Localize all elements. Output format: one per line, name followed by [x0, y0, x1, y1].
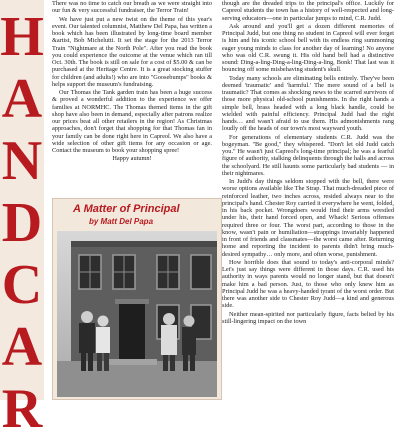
article-paragraph: Our Thomas the Tank garden train has been a huge success & proved a wonderful addition to the experience we offer families at NORMHC. The Thomas themed items in the gift shop have also been in demand, especially after patrons realize our prices beat all other retailers in the region! As Christmas approaches, don't forget that shopping for that Thomas fan in your family can be done right here in Capreol. We also have a wide selection of other gift items for any occasion or age. Contact the museum to book your shopping spree! [52, 89, 212, 154]
title-letter: A [1, 68, 43, 130]
article-paragraph: How horrible does that sound to today's anti-corporal minds? Let's just say things were different in those days. C.R. used his authority in ways parents would no longer stand, but that doesn't make him a bad person. Just, to those who only knew him as Principal Judd he was a heavy-handed tyrant of the worst order. But there was another side to Chester Roy Judd—a kind and generous side. [222, 258, 394, 310]
article-paragraph: Today many schools are eliminating bells entirely. They've been deemed 'traumatic' and 'harmful.' The mere sound of a bell is traumatic? That comes as shocking news to the scarred survivors of those more physical old-school punishments. In the right hands a simple bell, brass headed with a long black handle, could be wielded with painful efficiency. Principal Judd had the right hands… and wasn't afraid to use them. His admonishments rang loudly off the heads of our town's most wayward youth. [222, 74, 394, 133]
title-letter: D [1, 192, 43, 254]
title-letter: N [1, 130, 43, 192]
feature-byline: by Matt Del Papa [89, 217, 154, 226]
left-column [52, 0, 212, 164]
title-letter: H [0, 6, 44, 68]
article-paragraph: There was no time to catch our breath as we were straight into our fun & very successful fundraiser, the Terror Train! [52, 0, 212, 15]
title-letter: A [1, 316, 43, 378]
article-paragraph: We have just put a new twist on the theme of this year's event. Our talented columnist, Matthew Del Papa, has written a book which has been illustrated by long-time board member &artist, Bob Michelutti. It set the stage for the 2013 Terror Train "Nightmare at the North Pole". After you read the book you could experience the outcome at the venue which ran till Oct. 30th. The book is still on sale for a cost of $5.00 & can be purchased at the Heritage Centre. It is a great stocking stuffer for children (and adults!) who are into "Goosebumps" books & helps support the museum's fundraising. [52, 15, 212, 88]
article-paragraph: In Judd's day things seldom stopped with the bell, there were worse options available like The Strap. That much-dreaded piece of reinforced leather, two inches across, resided always near to the principal's hand. Chester Roy carried it everywhere he went, folded, in his back pocket. Wrongdoers would find their arms wrestled under his, their hand forced open, and Whack! Serious offenses required three or four. The worst part, according to those in the know, wasn't pain or humiliation—strappings invariably happened in front of friends and classmates—the worst came after. Returning home and reporting the incident to parents didn't bring much-desired sympathy… only more, and often worse, punishment. [222, 178, 394, 258]
feature-box [52, 198, 222, 400]
feature-title: A Matter of Principal [73, 203, 180, 215]
sidebar [0, 0, 44, 440]
right-column [222, 0, 394, 326]
vertical-title [0, 6, 44, 440]
article-paragraph: Neither mean-spirited nor particularly figure, facts belied by his still-lingering impact on the town [222, 310, 394, 325]
title-letter: C [1, 254, 43, 316]
article-paragraph: though are the dreaded trips to the principal's office. Luckily for Capreol students the town has a history of well-respected and long-serving educators—one in particular jumps to mind, C.R. Judd. [222, 0, 394, 22]
closing-line: Happy autumn! [112, 155, 152, 163]
title-letter: R [1, 378, 43, 440]
article-paragraph: Ask around and you'll get a dozen different memories of Principal Judd, but one thing no student in Capreol will ever forget is him and his iconic school bell with its endless ring summoning eager young minds to class for another day of learning! No anyone who was old C.R. swung it. His old hand bell had a distinctive sound: Ding-a-ling-Ding-a-ling-Ding-a-ling, Bonk! That last was it bouncing off some misbehaving student's skull. [222, 22, 394, 74]
article-paragraph: For generations of elementary students C.R. Judd was the bogeyman. "Be good," they whispered. "Don't let old Judd catch you." He wasn't just Capreol's long-time principal; he was a fearful figure of authority, stalking delinquents through the halls and across the schoolyard. He still haunts some particularly bad students — in their nightmares. [222, 133, 394, 177]
historic-photo [57, 231, 217, 397]
